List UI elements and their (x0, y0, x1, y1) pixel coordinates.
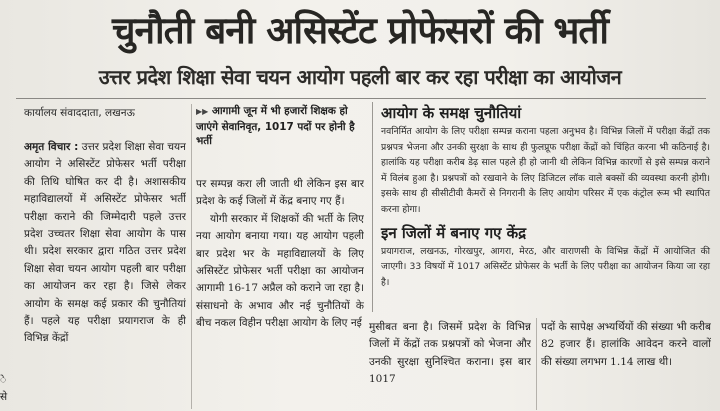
column-2 (196, 176, 364, 411)
pull-quote-text: आगामी जून में भी हजारों शिक्षक हो जाएंगे सेवानिवृत, 1017 पदों पर होनी है भर्ती (196, 105, 355, 148)
pull-quote (196, 104, 362, 149)
column-3: मुसीबत बना है। जिसमें प्रदेश के विभिन्न जिलों में केंद्रों तक प्रश्नपत्रों को भेजना और उनकी सुरक्षा सुनिश्चित कराना। इस बार 1017 (369, 321, 531, 386)
box-title-2: इन जिलों में बनाए गए केंद्र (381, 223, 527, 242)
lead-column (24, 139, 186, 411)
lead-label: अमृत विचार : (24, 141, 79, 153)
byline: कार्यालय संवाददाता, लखनऊ (24, 107, 135, 119)
column-2-paragraph-2: योगी सरकार में शिक्षकों की भर्ती के लिए नया आयोग बनाया गया। यह आयोग पहली बार प्रदेश भर के महाविद्यालयों के लिए असिस्टेंट प्रोफेसर भर्ती परीक्षा का आयोजन आगामी 16-17 अप्रैल को कराने जा रहा है। संसाधनो के अभाव और नई चुनौतियों के बीच नकल विहीन परीक्षा आयोग के लिए नई (196, 212, 364, 330)
box-text: नवनिर्मित आयोग के लिए परीक्षा सम्पन्न कराना पहला अनुभव है। विभिन्न जिलों में परीक्षा केंद्रों तक प्रश्नपत्र भेजना और उनकी सुरक्षा के साथ ही फुलप्रूफ परीक्षा केंद्रों को चिंहित करना भी कठिनाई है। हालांकि यह परीक्षा करीब डेढ़ साल पहले ही हो जानी थी लेकिन विभिन्न कारणों से इसे सम्पन्न कराने में विलंब हुआ है। प्रश्नपत्रों को रखवाने के लिए डिजिटल लॉक वाले बक्सों की व्यवस्था करनी होगी। इसके साथ ही सीसीटीवी कैमरों से निगरानी के लिए आयोग परिसर में एक कंट्रोल रूम भी स्थापित करना होगा। (381, 126, 710, 215)
headline: चुनौती बनी असिस्टेंट प्रोफेसरों की भर्ती (111, 9, 609, 52)
column-2-paragraph-1: पर सम्पन्न करा ली जाती थी लेकिन इस बार प्रदेश के कई जिलों में केंद्र बनाए गए हैं। (196, 178, 364, 208)
headline-divider (16, 98, 706, 99)
subheadline: उत्तर प्रदेश शिक्षा सेवा चयन आयोग पहली बार कर रहा परीक्षा का आयोजन (98, 65, 622, 89)
box-text-2: प्रयागराज, लखनऊ, गोरखपुर, आगरा, मेरठ, और वाराणसी के विभिन्न केंद्रों में आयोजित की जाएगी। 33 विषयों में 1017 असिस्टेंट प्रोफेसर के भर्ती के लिए परीक्षा का आयोजन किया जा रहा है। (381, 245, 710, 288)
column-4: पदों के सापेक्ष अभ्यर्थियों की संख्या भी करीब 82 हजार हैं। हालांकि आवेदन करने वालों की संख्या लगभग 1.14 लाख थी। (541, 321, 711, 368)
challenges-box (372, 102, 710, 312)
double-arrow-icon: ▶▶ (196, 107, 209, 116)
box-title: आयोग के समक्ष चुनौतियां (381, 104, 522, 122)
adjacent-article-edge: े से (0, 374, 8, 404)
column-divider (191, 104, 192, 409)
lead-text: उत्तर प्रदेश शिक्षा सेवा चयन आयोग ने असिस्टेंट प्रोफेसर भर्ती परीक्षा की तिथि घोषित कर दी है। अशासकीय महाविद्यालयों में असिस्टेंट प्रोफेसर भर्ती परीक्षा कराने की जिम्मेदारी पहले उत्तर प्रदेश उच्चतर शिक्षा सेवा आयोग के पास थी। प्रदेश सरकार द्वारा गठित उत्तर प्रदेश शिक्षा सेवा चयन आयोग पहली बार परीक्षा का आयोजन कर रहा है। जिसे लेकर आयोग के समक्ष कई प्रकार की चुनौतियां हैं। पहले यह परीक्षा प्रयागराज के ही विभिन्न केंद्रों (24, 141, 186, 345)
column-divider (536, 318, 537, 410)
lead-paragraph (24, 139, 186, 348)
